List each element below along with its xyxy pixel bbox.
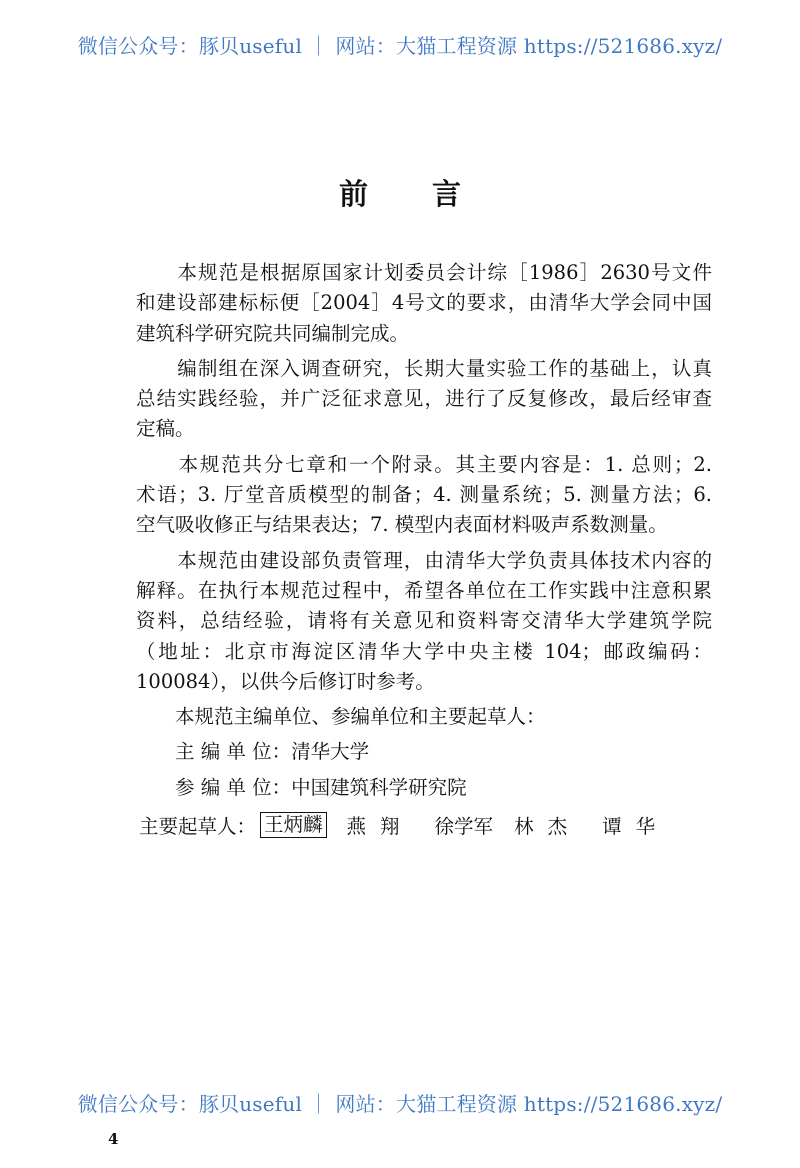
text-line: 本规范由建设部负责管理，由清华大学负责具体技术内容的 xyxy=(136,548,712,572)
watermark-bottom: 微信公众号：豚贝useful ｜ 网站：大猫工程资源 https://521686.xyz/ xyxy=(77,1092,723,1116)
drafters-line xyxy=(100,808,712,842)
text-line: 总结实践经验，并广泛征求意见，进行了反复修改，最后经审查 xyxy=(136,387,712,411)
text-line: 术语；3. 厅堂音质模型的制备；4. 测量系统；5. 测量方法；6. xyxy=(136,483,712,507)
drafter-name: 谭华 xyxy=(602,815,670,839)
text-line: 定稿。 xyxy=(136,417,195,441)
document-body xyxy=(100,258,712,842)
page-number: 4 xyxy=(108,1130,119,1148)
paragraph-4 xyxy=(136,546,712,697)
drafters-label: 主要起草人： xyxy=(100,815,257,839)
watermark-top: 微信公众号：豚贝useful ｜ 网站：大猫工程资源 https://521686.xyz/ xyxy=(77,34,723,58)
chief-unit: 主 编 单 位：清华大学 xyxy=(136,740,370,764)
drafter-name: 徐学军 xyxy=(434,815,494,839)
text-line: 和建设部建标标便［2004］4号文的要求，由清华大学会同中国 xyxy=(136,291,712,315)
drafter-name: 燕翔 xyxy=(346,815,414,839)
text-line: 资料，总结经验，请将有关意见和资料寄交清华大学建筑学院 xyxy=(136,609,712,633)
text-line: 空气吸收修正与结果表达；7. 模型内表面材料吸声系数测量。 xyxy=(136,513,668,537)
paragraph-1 xyxy=(136,258,712,349)
text-line: （地址：北京市海淀区清华大学中央主楼 104；邮政编码： xyxy=(136,639,712,663)
drafter-name: 林杰 xyxy=(514,815,582,839)
drafter-names xyxy=(347,811,691,839)
text-line: 本规范是根据原国家计划委员会计综［1986］2630号文件 xyxy=(136,261,712,284)
text-line: 解释。在执行本规范过程中，希望各单位在工作实践中注意积累 xyxy=(136,578,712,602)
text-line: 编制组在深入调查研究，长期大量实验工作的基础上，认真 xyxy=(136,356,712,380)
participating-unit: 参 编 单 位：中国建筑科学研究院 xyxy=(136,775,467,799)
paragraph-3 xyxy=(136,450,712,541)
paragraph-5: 本规范主编单位、参编单位和主要起草人： xyxy=(136,705,546,729)
boxed-drafter-name: 王炳麟 xyxy=(260,812,327,838)
text-line: 100084），以供今后修订时参考。 xyxy=(136,669,435,693)
text-line: 建筑科学研究院共同编制完成。 xyxy=(136,321,410,345)
text-line: 本规范共分七章和一个附录。其主要内容是：1. 总则；2. xyxy=(136,452,712,476)
paragraph-2 xyxy=(136,354,712,445)
page-title: 前言 xyxy=(338,177,525,211)
